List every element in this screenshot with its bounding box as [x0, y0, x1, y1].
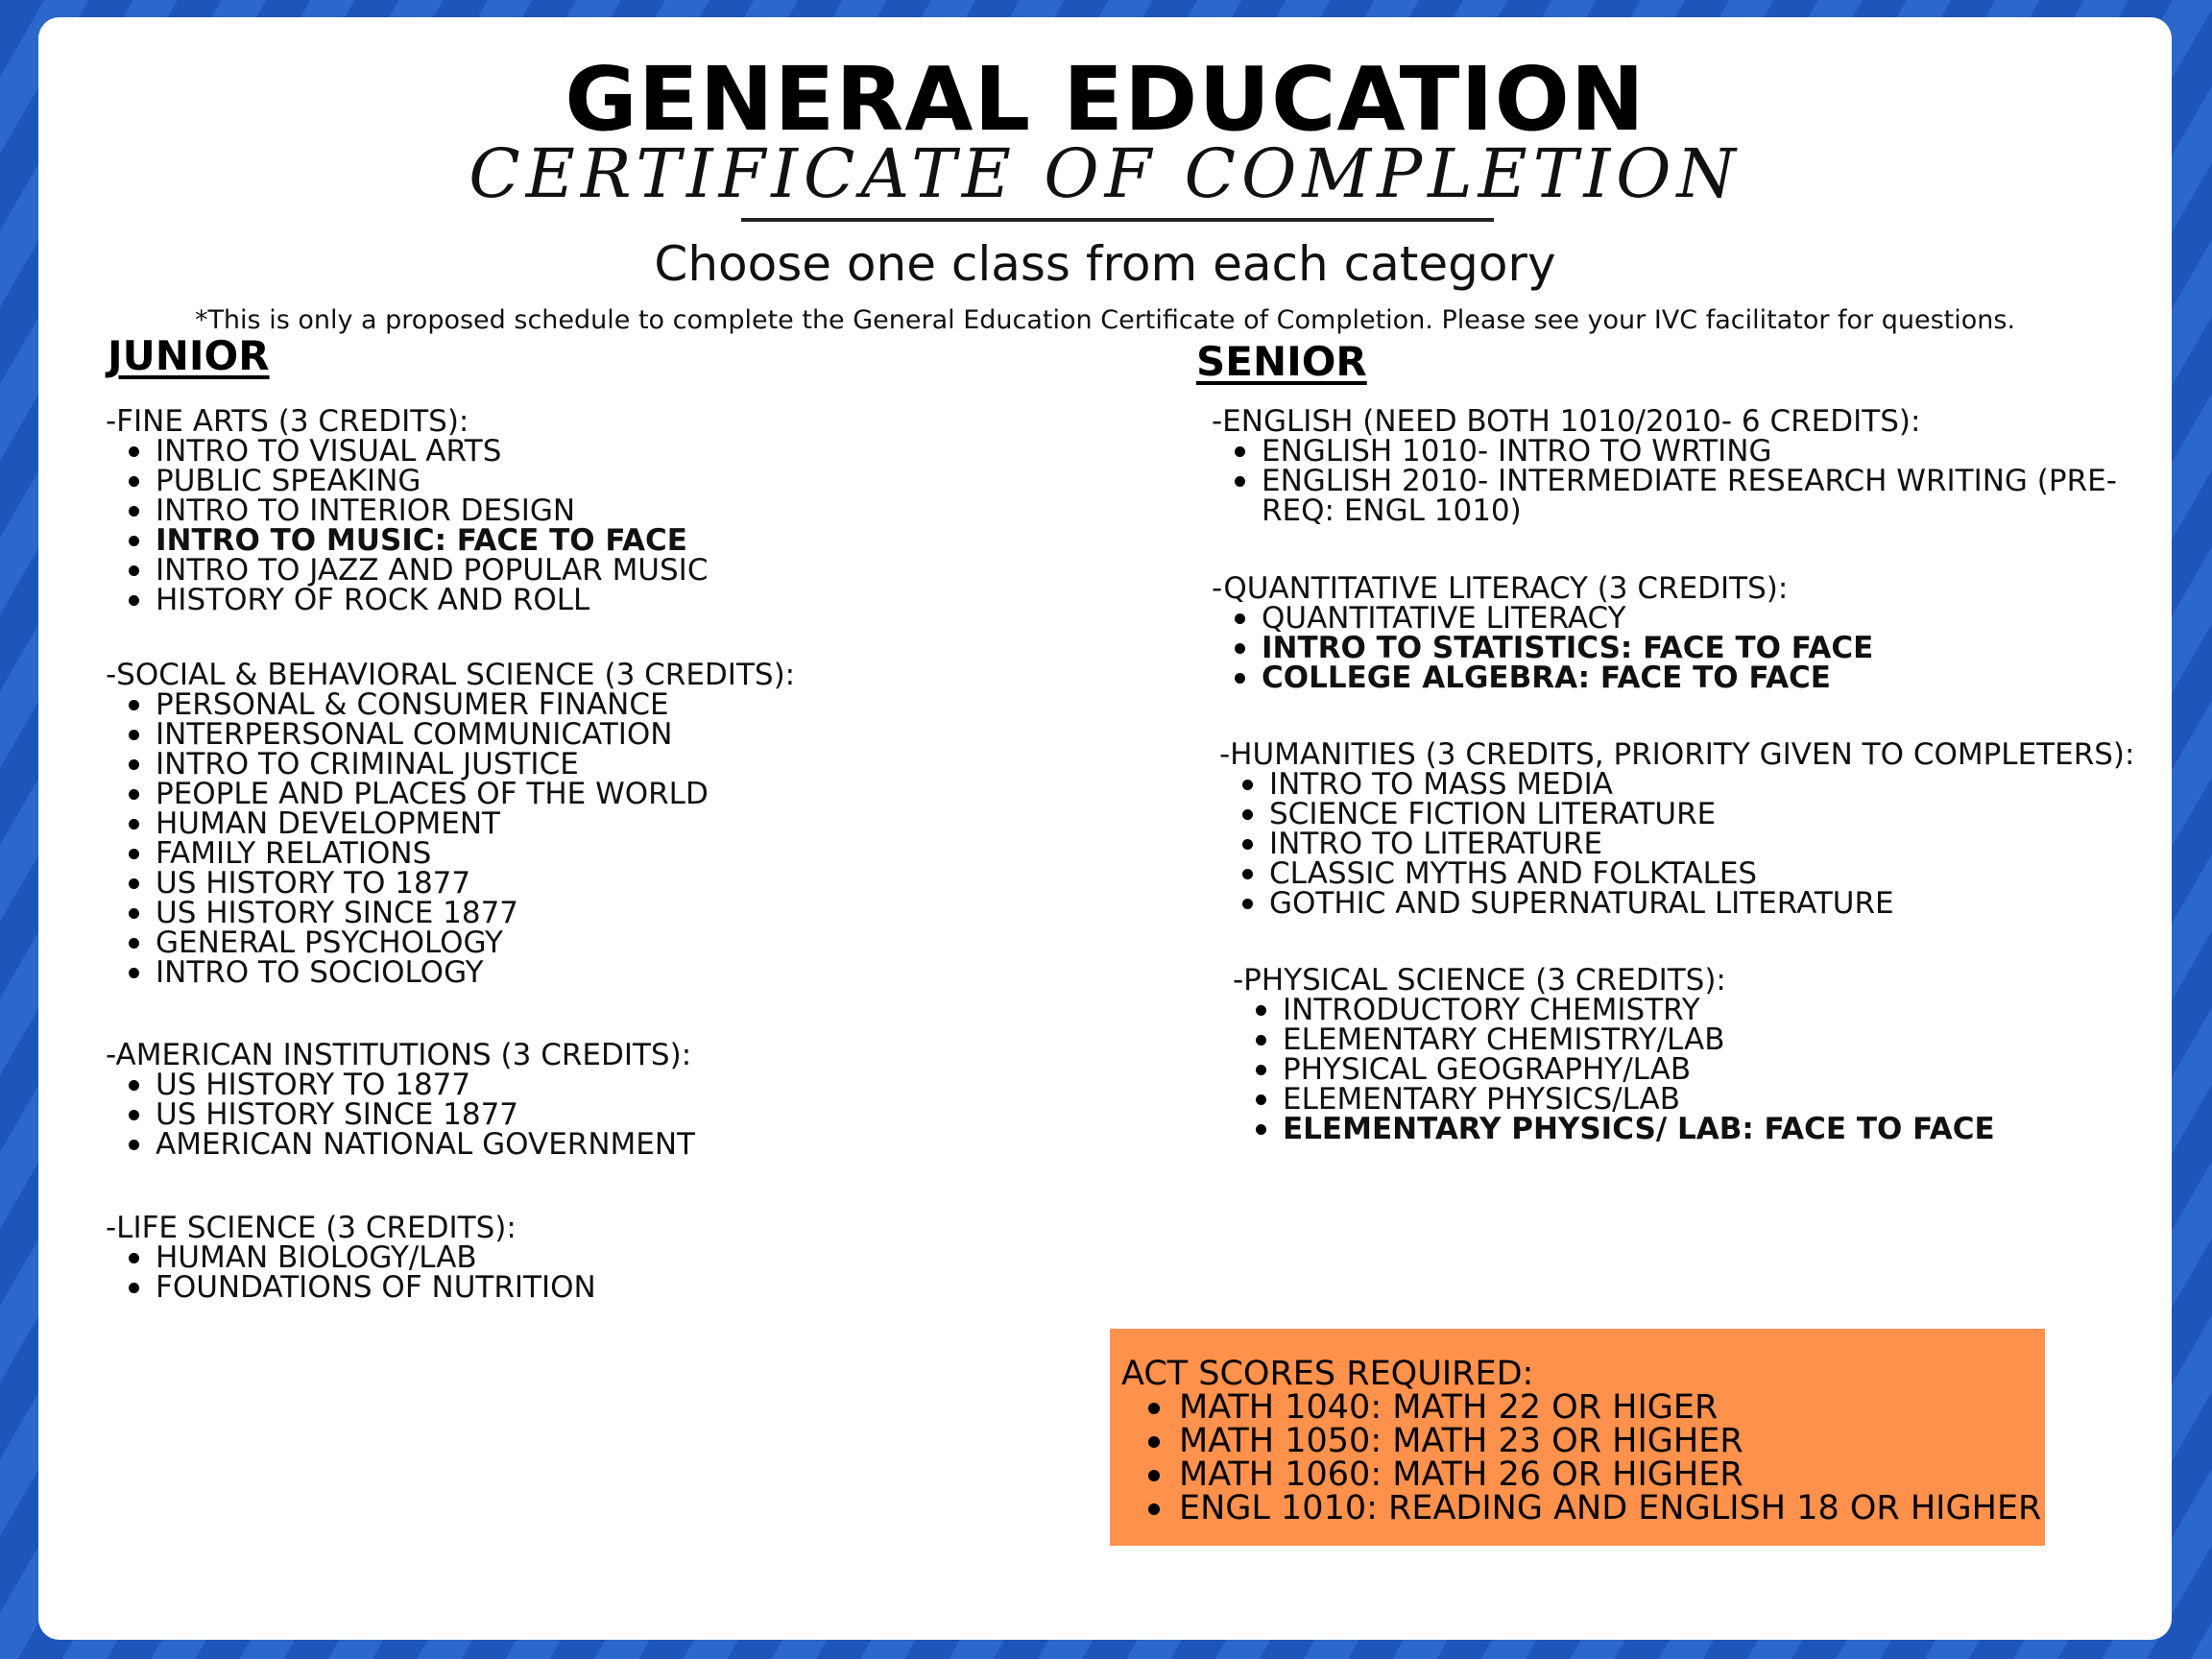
fine-arts-section — [106, 404, 709, 617]
act-scores-title: ACT SCORES REQUIRED: — [1121, 1355, 1534, 1393]
disclaimer-text: *This is only a proposed schedule to complete the General Education Certificate of Completion. Please see your IVC facilitator for questions. — [194, 305, 2016, 335]
english-section — [1212, 404, 2162, 528]
list-item: HUMAN DEVELOPMENT — [156, 809, 795, 839]
section-title: -SOCIAL & BEHAVIORAL SCIENCE (3 CREDITS): — [106, 658, 796, 692]
list-item: HISTORY OF ROCK AND ROLL — [156, 586, 708, 615]
list-item: GENERAL PSYCHOLOGY — [156, 928, 795, 958]
act-scores-list — [1121, 1388, 2042, 1527]
list-item: INTRO TO VISUAL ARTS — [156, 437, 708, 467]
section-title: -ENGLISH (NEED BOTH 1010/2010- 6 CREDITS): — [1212, 404, 1921, 439]
list-item: FAMILY RELATIONS — [156, 839, 795, 869]
divider — [741, 218, 1494, 222]
list-item: PHYSICAL GEOGRAPHY/LAB — [1283, 1055, 1995, 1085]
list-item: INTRO TO CRIMINAL JUSTICE — [156, 750, 795, 780]
list-item: INTRO TO MUSIC: FACE TO FACE — [156, 526, 708, 556]
list-item: INTRO TO JAZZ AND POPULAR MUSIC — [156, 553, 709, 588]
section-title: -AMERICAN INSTITUTIONS (3 CREDITS): — [106, 1038, 692, 1072]
course-list — [1219, 767, 2134, 921]
list-item: INTRODUCTORY CHEMISTRY — [1283, 996, 1995, 1025]
list-item: FOUNDATIONS OF NUTRITION — [156, 1270, 596, 1305]
list-item: MATH 1040: MATH 22 OR HIGER — [1179, 1391, 2041, 1425]
list-item: US HISTORY TO 1877 — [156, 869, 795, 899]
american-institutions-section — [106, 1038, 695, 1162]
list-item: INTERPERSONAL COMMUNICATION — [156, 720, 795, 750]
list-item: GOTHIC AND SUPERNATURAL LITERATURE — [1269, 889, 2134, 919]
quantitative-literacy-section — [1212, 571, 1874, 695]
list-item: INTRO TO INTERIOR DESIGN — [156, 496, 708, 526]
junior-heading: JUNIOR — [108, 332, 270, 379]
life-science-section — [106, 1211, 596, 1305]
list-item: INTRO TO LITERATURE — [1269, 830, 2134, 859]
list-item: QUANTITATIVE LITERACY — [1262, 604, 1873, 634]
humanities-section — [1219, 737, 2135, 921]
section-title: -QUANTITATIVE LITERACY (3 CREDITS): — [1212, 571, 1789, 606]
list-item: INTRO TO MASS MEDIA — [1269, 770, 2134, 800]
list-item: INTRO TO SOCIOLOGY — [156, 958, 795, 988]
page-subtitle: CERTIFICATE OF COMPLETION — [469, 134, 1742, 213]
list-item: HUMAN BIOLOGY/LAB — [156, 1243, 596, 1273]
physical-science-section — [1233, 963, 1995, 1146]
list-item: ENGL 1010: READING AND ENGLISH 18 OR HIGHER — [1179, 1489, 2042, 1527]
list-item: PERSONAL & CONSUMER FINANCE — [156, 690, 795, 720]
list-item: PUBLIC SPEAKING — [156, 467, 708, 496]
list-item: US HISTORY SINCE 1877 — [156, 1100, 695, 1130]
page-title: GENERAL EDUCATION — [565, 48, 1646, 151]
course-list — [106, 1240, 596, 1305]
list-item: COLLEGE ALGEBRA: FACE TO FACE — [1262, 663, 1873, 693]
list-item: US HISTORY SINCE 1877 — [156, 899, 795, 928]
section-title: -LIFE SCIENCE (3 CREDITS): — [106, 1211, 517, 1245]
senior-heading: SENIOR — [1196, 338, 1367, 385]
list-item: SCIENCE FICTION LITERATURE — [1269, 800, 2134, 830]
list-item: ELEMENTARY CHEMISTRY/LAB — [1283, 1025, 1995, 1055]
list-item: ELEMENTARY PHYSICS/ LAB: FACE TO FACE — [1283, 1112, 1995, 1146]
list-item: AMERICAN NATIONAL GOVERNMENT — [156, 1127, 695, 1162]
course-list — [1212, 434, 2162, 528]
list-item: ELEMENTARY PHYSICS/LAB — [1283, 1085, 1995, 1115]
list-item: ENGLISH 2010- INTERMEDIATE RESEARCH WRITING (PRE-REQ: ENGL 1010) — [1262, 467, 2162, 526]
list-item: MATH 1060: MATH 26 OR HIGHER — [1179, 1458, 2041, 1492]
certificate-card — [38, 17, 2172, 1640]
section-title: -FINE ARTS (3 CREDITS): — [106, 404, 469, 439]
course-list — [106, 1070, 695, 1160]
list-item: ENGLISH 1010- INTRO TO WRTING — [1262, 437, 2162, 467]
course-list — [1212, 601, 1874, 695]
section-title: -HUMANITIES (3 CREDITS, PRIORITY GIVEN TO COMPLETERS): — [1219, 737, 2135, 772]
list-item: US HISTORY TO 1877 — [156, 1070, 695, 1100]
section-title: -PHYSICAL SCIENCE (3 CREDITS): — [1233, 963, 1726, 998]
list-item: MATH 1050: MATH 23 OR HIGHER — [1179, 1425, 2041, 1458]
list-item: PEOPLE AND PLACES OF THE WORLD — [156, 780, 795, 809]
course-list — [1233, 993, 1995, 1146]
list-item: INTRO TO STATISTICS: FACE TO FACE — [1262, 631, 1874, 665]
course-list — [106, 434, 709, 617]
instruction-text: Choose one class from each category — [654, 236, 1556, 292]
act-scores-box — [1110, 1329, 2045, 1546]
list-item: CLASSIC MYTHS AND FOLKTALES — [1269, 859, 2134, 889]
course-list — [106, 687, 795, 990]
social-science-section — [106, 658, 796, 990]
